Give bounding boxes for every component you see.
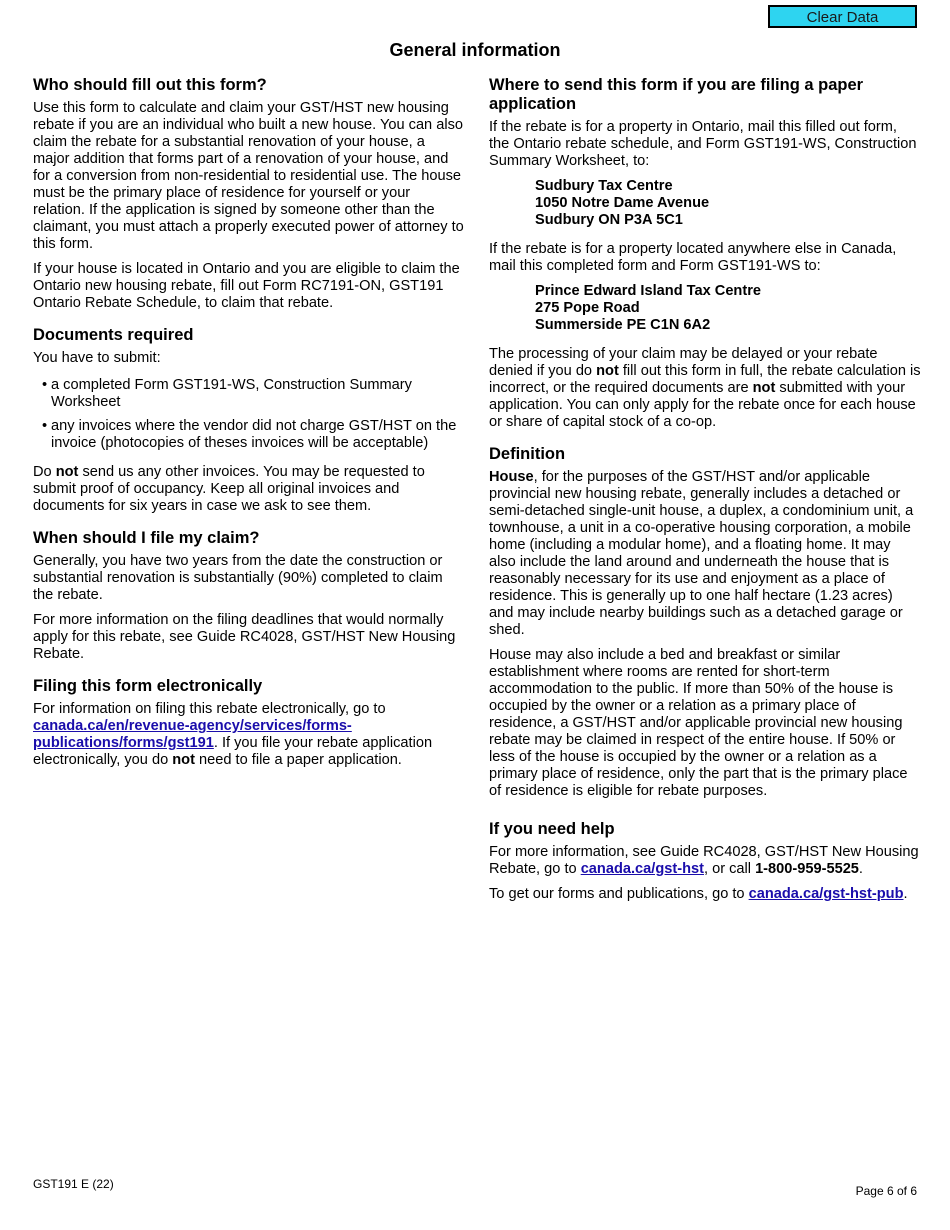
section-when-to-file: [33, 529, 465, 663]
gst191-link[interactable]: canada.ca/en/revenue-agency/services/forms-publications/forms/gst191: [33, 718, 352, 751]
list-item: • a completed Form GST191-WS, Construction Summary Worksheet: [42, 377, 465, 411]
text: submitted with your application. You can only apply for the rebate once for each house or share of capital stock of a co-op.: [489, 380, 916, 430]
clear-data-button[interactable]: Clear Data: [768, 5, 917, 28]
section-heading: Documents required: [33, 326, 194, 344]
right-column: [489, 76, 921, 917]
section-filing-electronically: [33, 677, 465, 769]
text: . If you file your rebate application electronically, you do: [33, 735, 433, 768]
section-help: [489, 820, 921, 903]
text: need to file a paper application.: [194, 752, 402, 768]
documents-list: [33, 377, 465, 452]
text: For more information, see Guide RC4028, GST/HST New Housing Rebate, go to: [489, 844, 919, 877]
text: send us any other invoices. You may be requested to submit proof of occupancy. Keep all original invoices and documents for six years in case we ask to see them.: [33, 464, 425, 514]
address-line: Prince Edward Island Tax Centre: [535, 283, 762, 299]
text: .: [858, 861, 863, 877]
section-heading: Definition: [489, 445, 566, 463]
gst-hst-pub-link[interactable]: canada.ca/gst-hst-pub: [748, 886, 904, 902]
address-line: 1050 Notre Dame Avenue: [535, 195, 710, 211]
list-item: • any invoices where the vendor did not charge GST/HST on the invoice (photocopies of theses invoices will be acceptable): [42, 418, 465, 452]
form-identifier: GST191 E (22): [33, 1177, 114, 1191]
emphasis: not: [55, 464, 79, 480]
address-line: 275 Pope Road: [535, 300, 640, 316]
emphasis: not: [752, 380, 776, 396]
section-heading: Where to send this form if you are filing a paper application: [489, 76, 864, 113]
paragraph: [489, 886, 921, 903]
left-column: [33, 76, 465, 783]
paragraph: Use this form to calculate and claim your GST/HST new housing rebate if you are an individual who built a new house. You can also claim the rebate for a substantial renovation of your house, a major addition that forms part of a renovation of your house, and for a conversion from non-residential to residential use. The house must be the primary place of residence for yourself or your relation. If the application is signed by someone other than the claimant, you must attach a properly executed power of attorney to this form.: [33, 100, 464, 252]
page-number: Page 6 of 6: [855, 1184, 917, 1198]
section-heading: If you need help: [489, 820, 615, 838]
address-line: Sudbury Tax Centre: [535, 178, 673, 194]
emphasis: not: [596, 363, 619, 379]
emphasis: not: [172, 752, 195, 768]
section-where-to-send: [489, 76, 921, 431]
pei-address: [535, 283, 921, 334]
paragraph: Generally, you have two years from the date the construction or substantial renovation is substantially (90%) completed to claim the rebate.: [33, 553, 443, 603]
paragraph: [33, 701, 465, 769]
paragraph: If the rebate is for a property located anywhere else in Canada, mail this completed form and Form GST191-WS to:: [489, 241, 897, 274]
section-heading: Filing this form electronically: [33, 677, 263, 695]
text: To get our forms and publications, go to: [489, 886, 749, 902]
section-definition: [489, 445, 921, 800]
term: House: [489, 469, 534, 485]
section-heading: When should I file my claim?: [33, 529, 260, 547]
sudbury-address: [535, 178, 921, 229]
phone-number: 1-800-959-5525: [755, 861, 859, 877]
paragraph: [33, 464, 465, 515]
paragraph: [489, 346, 921, 431]
section-heading: Who should fill out this form?: [33, 76, 267, 94]
paragraph: If your house is located in Ontario and you are eligible to claim the Ontario new housing rebate, fill out Form RC7191-ON, GST191 Ontario Rebate Schedule, to claim that rebate.: [33, 261, 460, 311]
section-documents-required: [33, 326, 465, 515]
gst-hst-link[interactable]: canada.ca/gst-hst: [580, 861, 704, 877]
section-who-should-fill: [33, 76, 465, 312]
paragraph: [489, 844, 921, 878]
address-line: Sudbury ON P3A 5C1: [535, 212, 683, 228]
text: , or call: [703, 861, 756, 877]
paragraph: [489, 469, 921, 639]
paragraph: For more information on the filing deadlines that would normally apply for this rebate, see Guide RC4028, GST/HST New Housing Rebate.: [33, 612, 456, 662]
text: The processing of your claim may be delayed or your rebate denied if you do: [489, 346, 878, 379]
paragraph: You have to submit:: [33, 350, 161, 366]
text: fill out this form in full, the rebate calculation is incorrect, or the required documents are: [489, 363, 921, 396]
paragraph: If the rebate is for a property in Ontario, mail this filled out form, the Ontario rebate schedule, and Form GST191-WS, Construction Summary Worksheet, to:: [489, 119, 917, 169]
text: , for the purposes of the GST/HST and/or applicable provincial new housing rebate, generally includes a detached or semi-detached single-unit house, a duplex, a condominium unit, a townhouse, a unit in a co-operative housing corporation, a mobile home (including a modular home), and a floating home. It may also include the land around and underneath the house that is reasonably necessary for its use and enjoyment as a place of residence. This is generally up to one half hectare (1.23 acres) and may include nearby buildings such as a detached garage or shed.: [489, 469, 914, 638]
text: .: [903, 886, 908, 902]
text: Do: [33, 464, 56, 480]
paragraph: House may also include a bed and breakfast or similar establishment where rooms are rented for short-term accommodation to the public. If more than 50% of the house is occupied by the owner or a relation as a primary place of residence, a GST/HST and/or applicable provincial new housing rebate may be claimed in respect of the entire house. If 50% or less of the house is occupied by the owner or a relation as a primary place of residence, only the part that is the primary place of residence is eligible for rebate purposes.: [489, 647, 908, 799]
address-line: Summerside PE C1N 6A2: [535, 317, 711, 333]
page-title: General information: [389, 40, 561, 60]
text: For information on filing this rebate electronically, go to: [33, 701, 386, 717]
